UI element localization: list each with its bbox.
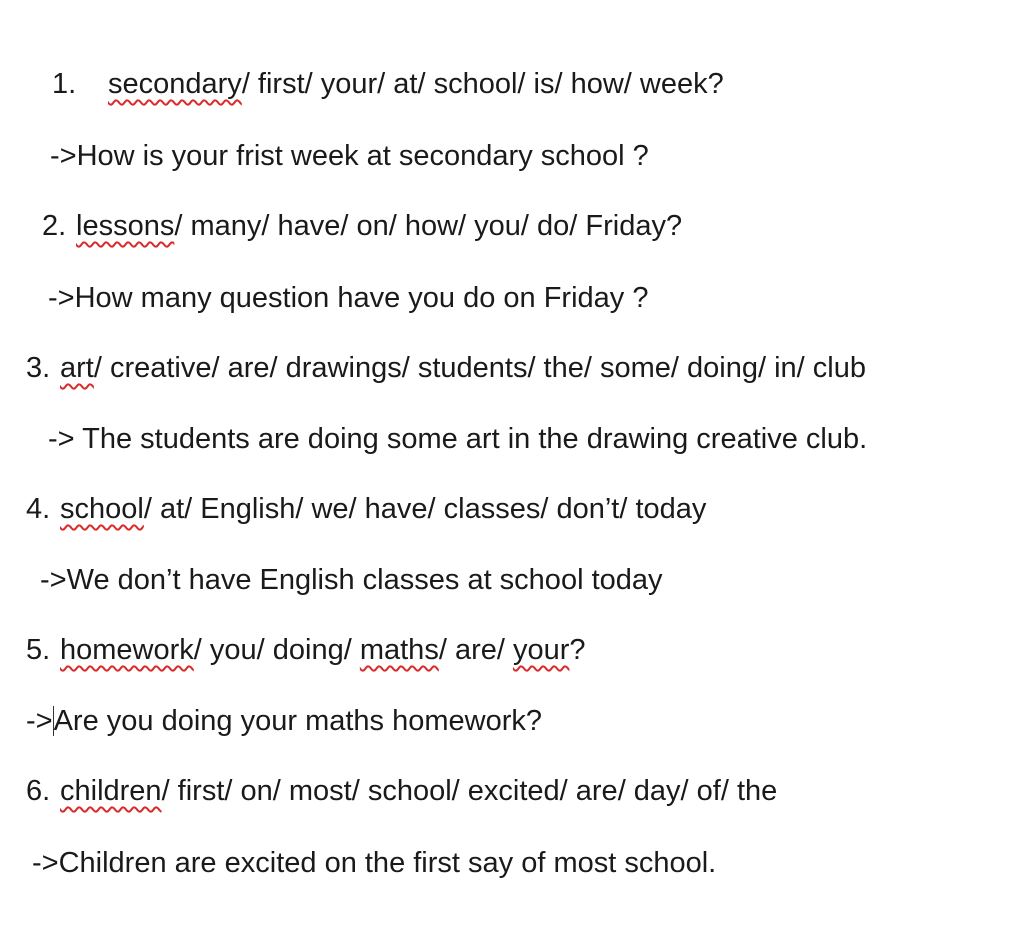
misspelled-word[interactable]: secondary — [108, 68, 242, 100]
question-line-3 — [26, 350, 866, 386]
question-line-1 — [52, 66, 724, 102]
question-text-3: ? — [569, 634, 586, 666]
answer-line-4: ->We don’t have English classes at school today — [40, 564, 663, 596]
misspelled-word-2[interactable]: maths — [359, 634, 439, 666]
question-number: 5. — [26, 634, 51, 666]
question-number: 1. — [52, 68, 77, 100]
misspelled-word-3[interactable]: your — [512, 634, 570, 666]
question-text: / first/ your/ at/ school/ is/ how/ week? — [241, 68, 724, 100]
question-line-5 — [26, 632, 586, 668]
answer-line-6: ->Children are excited on the first say of most school. — [32, 847, 717, 879]
answer-line-1: ->How is your frist week at secondary school ? — [50, 140, 649, 172]
question-number: 3. — [26, 352, 51, 384]
misspelled-word[interactable]: children — [60, 775, 162, 807]
misspelled-word[interactable]: school — [60, 493, 144, 525]
answer-line-2: ->How many question have you do on Friday ? — [48, 282, 649, 314]
question-line-4 — [26, 491, 706, 527]
answer-line-5[interactable] — [26, 703, 542, 739]
question-text: / creative/ are/ drawings/ students/ the/ some/ doing/ in/ club — [93, 352, 866, 384]
misspelled-word[interactable]: homework — [60, 634, 194, 666]
question-number: 2. — [42, 210, 67, 242]
misspelled-word[interactable]: lessons — [76, 210, 175, 242]
question-number: 6. — [26, 775, 51, 807]
answer-line-3: -> The students are doing some art in the drawing creative club. — [48, 423, 868, 455]
answer-text: Are you doing your maths homework? — [53, 705, 543, 737]
misspelled-word[interactable]: art — [60, 352, 94, 384]
question-line-6 — [26, 773, 777, 809]
question-line-2 — [42, 208, 682, 244]
question-text: / first/ on/ most/ school/ excited/ are/ day/ of/ the — [161, 775, 778, 807]
question-text: / you/ doing/ — [193, 634, 360, 666]
question-number: 4. — [26, 493, 51, 525]
question-text: / many/ have/ on/ how/ you/ do/ Friday? — [174, 210, 683, 242]
question-text-2: / are/ — [438, 634, 513, 666]
question-text: / at/ English/ we/ have/ classes/ don’t/ today — [143, 493, 707, 525]
answer-arrow: -> — [26, 705, 53, 737]
